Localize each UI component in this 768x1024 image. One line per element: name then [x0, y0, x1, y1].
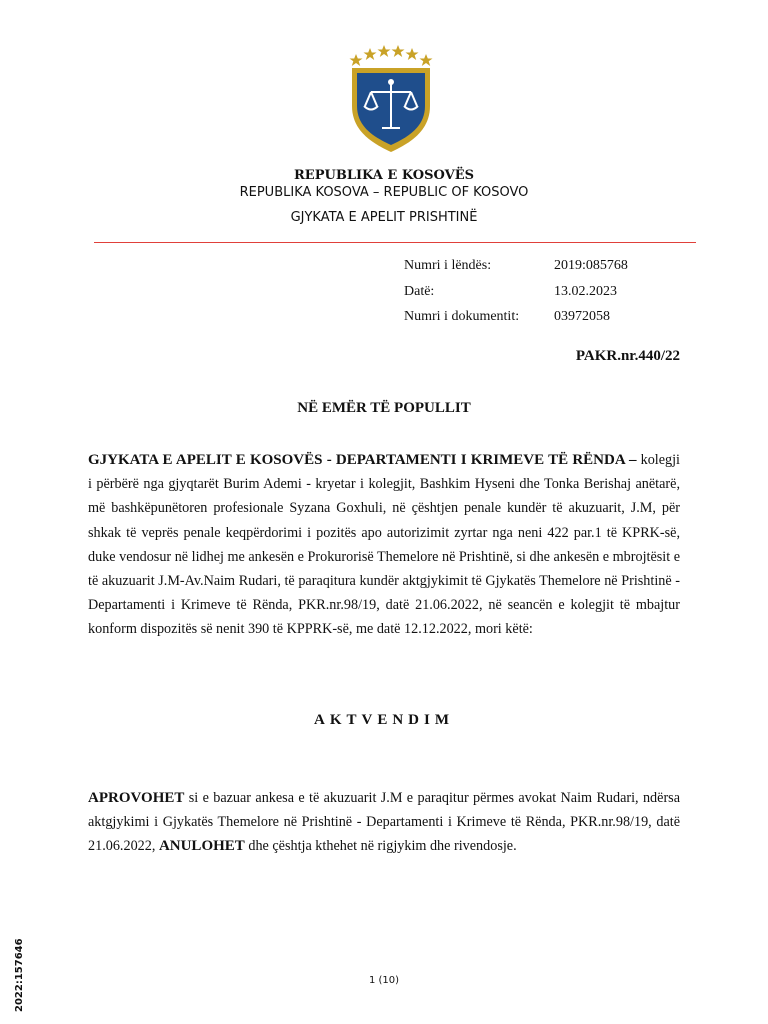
document-side-code: 2022:157646 [14, 938, 25, 1012]
decision-text-1: si e bazuar ankesa e të akuzuarit J.M e paraqitur përmes avokat Naim Rudari, ndërsa aktgjykimi i Gjykatës Themelore në Prishtinë - Departamenti i Krimeve të Rënda, PKR.nr.98/19, datë 21.06.2022, [88, 790, 680, 855]
header-divider [94, 242, 696, 243]
case-reference: PAKR.nr.440/22 [575, 348, 680, 364]
decision-heading: AKTVENDIM [313, 712, 454, 728]
meta-label: Numri i dokumentit: [404, 309, 520, 324]
stars-row [350, 45, 433, 66]
meta-value: 13.02.2023 [554, 284, 617, 299]
page-number: 1 (10) [368, 975, 400, 986]
decision-text-2: dhe çështja kthehet në rigjykim dhe rivendosje. [244, 838, 517, 855]
intro-text: kolegji i përbërë nga gjyqtarët Burim Ademi - kryetar i kolegjit, Bashkim Hyseni dhe Tonka Berishaj anëtarë, më bashkëpunëtoren profesionale Syzana Goxhuli, në çështjen penale kundër të akuzuarit, J.M, për shkak të veprës penale keqpërdorimi i pozitës apo autorizimit zyrtar nga neni 422 par.1 të KPRK-së, duke vendosur në lidhej me ankesën e Prokurorisë Themelore në Prishtinë, si dhe ankesën e mbrojtësit e të akuzuarit J.M-Av.Naim Rudari, të paraqitura kundër aktgjykimit të Gjykatës Themelore në Prishtinë - Departamenti i Krimeve të Rënda, PKR.nr.98/19, datë 21.06.2022, në seancën e kolegjit të mbajtur konform dispozitës së nenit 390 të KPPRK-së, me datë 12.12.2022, mori këtë: [88, 452, 680, 638]
meta-value: 2019:085768 [554, 258, 628, 273]
republic-title: REPUBLIKA E KOSOVËS [294, 168, 474, 183]
annulled-keyword: ANULOHET [158, 838, 245, 855]
intro-paragraph [88, 448, 680, 642]
court-name: GJYKATA E APELIT PRISHTINË [290, 210, 478, 225]
document-title: NË EMËR TË POPULLIT [297, 400, 471, 416]
meta-label: Numri i lëndës: [404, 258, 492, 273]
decision-paragraph [88, 786, 680, 859]
kosovo-judicial-emblem [346, 40, 436, 155]
republic-subtitle: REPUBLIKA KOSOVA – REPUBLIC OF KOSOVO [239, 185, 529, 200]
meta-value: 03972058 [554, 309, 610, 324]
meta-label: Datë: [404, 284, 435, 299]
approved-keyword: APROVOHET [88, 790, 185, 806]
court-heading-bold: GJYKATA E APELIT E KOSOVËS - DEPARTAMENTI I KRIMEVE TË RËNDA – [88, 452, 637, 468]
